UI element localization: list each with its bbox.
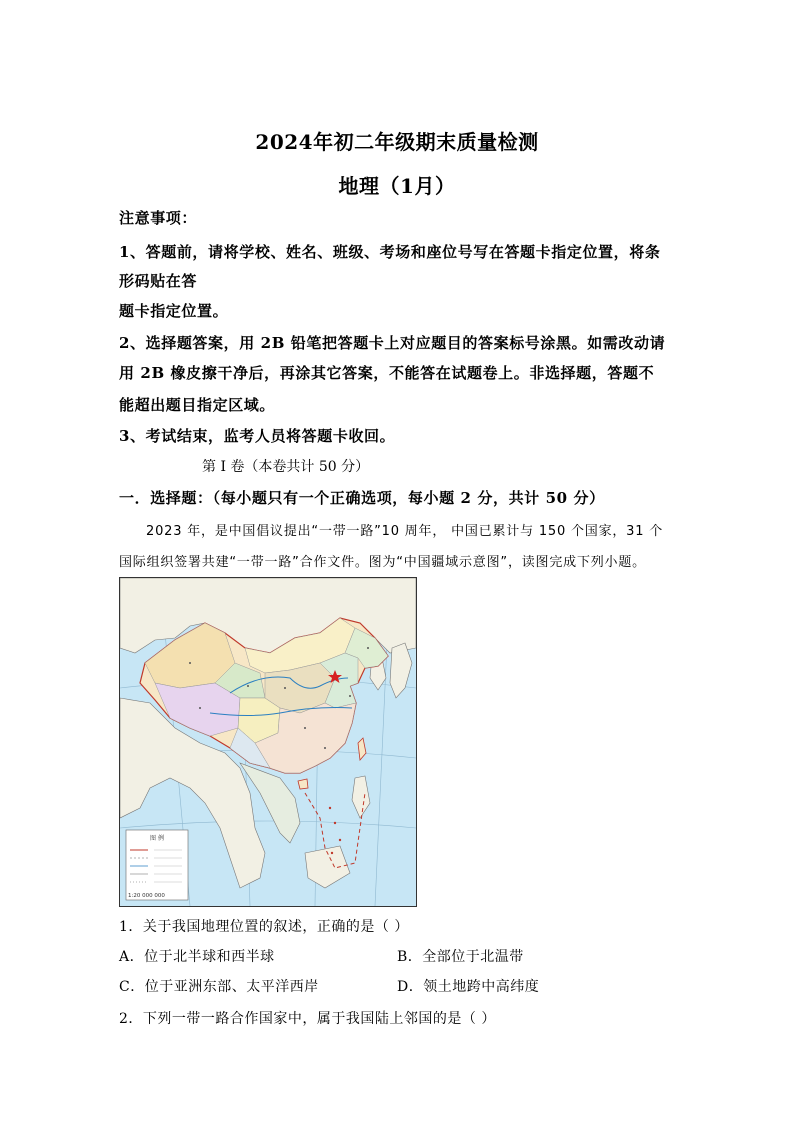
japan-shape	[390, 643, 412, 698]
china-territory-map	[119, 577, 417, 907]
part-label: 第 I 卷（本卷共计 50 分）	[202, 459, 370, 475]
intro-line-2: 国际组织签署共建“一带一路”合作文件。图为“中国疆域示意图”，读图完成下列小题。	[119, 555, 646, 570]
page-subtitle: 地理（1月）	[338, 174, 456, 198]
notice-item-3: 3、考试结束，监考人员将答题卡收回。	[119, 427, 396, 445]
notice-item-2-line-1: 2、选择题答案，用 2B 铅笔把答题卡上对应题目的答案标号涂黑。如需改动请	[119, 334, 666, 352]
legend-title: 图 例	[150, 835, 164, 842]
notice-item-1-line-3: 题卡指定位置。	[119, 302, 229, 320]
page-title: 2024年初二年级期末质量检测	[255, 130, 539, 154]
hainan-island	[298, 779, 308, 789]
notice-item-2-line-3: 能超出题目指定区域。	[119, 396, 276, 414]
question-1-option-d[interactable]: D．领土地跨中高纬度	[397, 979, 540, 995]
question-1-option-c[interactable]: C．位于亚洲东部、太平洋西岸	[119, 979, 319, 995]
question-1-stem: 1．关于我国地理位置的叙述，正确的是（ ）	[119, 919, 409, 935]
taiwan-island	[358, 738, 366, 760]
section-title: 一．选择题：（每小题只有一个正确选项，每小题 2 分，共计 50 分）	[119, 489, 605, 507]
map-scale: 1:20 000 000	[128, 893, 165, 899]
philippines-shape	[352, 776, 370, 818]
question-1-option-a[interactable]: A．位于北半球和西半球	[119, 949, 275, 965]
question-2-stem: 2．下列一带一路合作国家中，属于我国陆上邻国的是（ ）	[119, 1011, 496, 1027]
intro-line-1: 2023 年，是中国倡议提出“一带一路”10 周年， 中国已累计与 150 个国家，31 个	[146, 524, 664, 539]
notice-item-1-line-2: 形码贴在答	[119, 272, 198, 290]
map-graphic	[120, 578, 416, 906]
notice-heading: 注意事项：	[119, 209, 198, 227]
notice-item-1-line-1: 1、答题前，请将学校、姓名、班级、考场和座位号写在答题卡指定位置，将条	[119, 243, 661, 261]
question-1-option-b[interactable]: B．全部位于北温带	[397, 949, 524, 965]
notice-item-2-line-2: 用 2B 橡皮擦干净后，再涂其它答案，不能答在试题卷上。非选择题，答题不	[119, 364, 655, 382]
